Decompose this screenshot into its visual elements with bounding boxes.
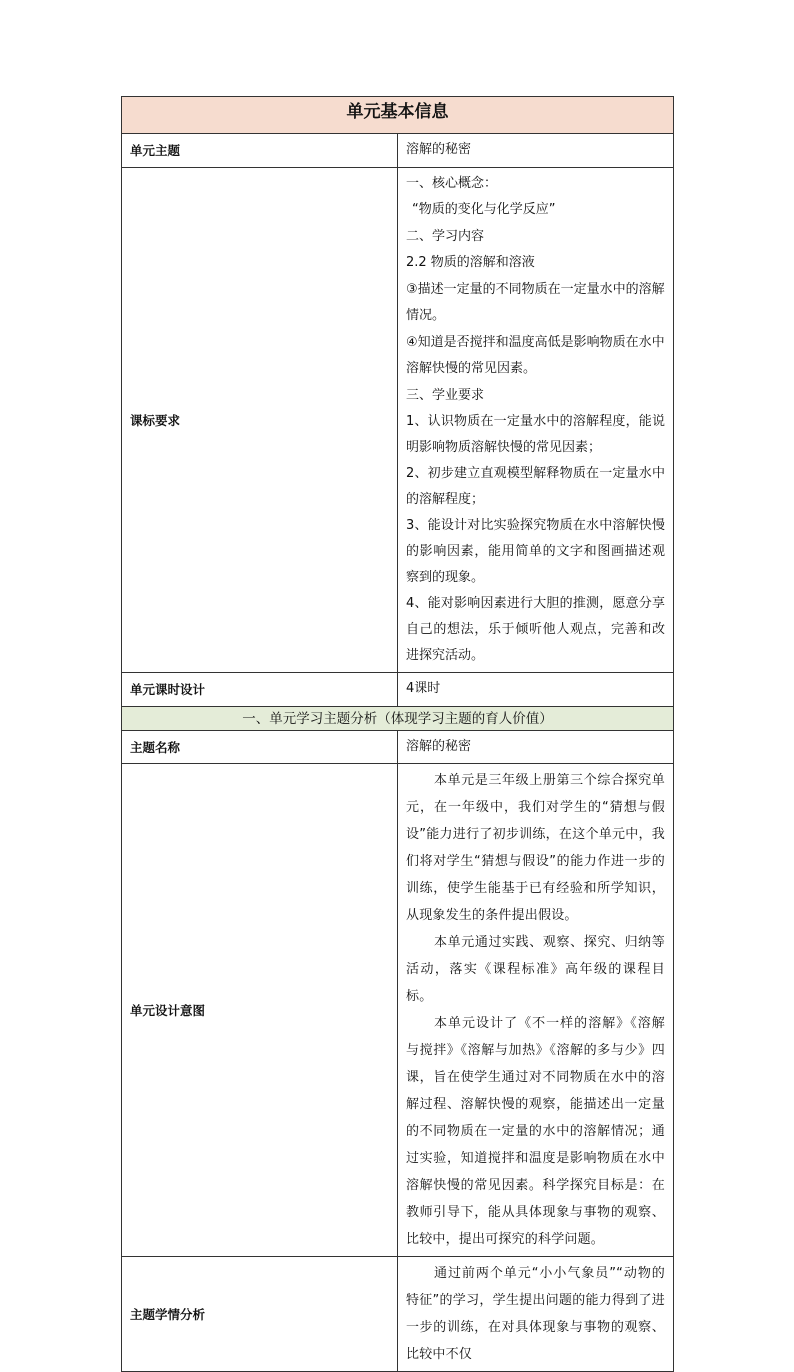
intent-paragraph: 本单元设计了《不一样的溶解》《溶解与搅拌》《溶解与加热》《溶解的多与少》四课，旨在使学生通过对不同物质在水中的溶解过程、溶解快慢的观察，能描述出一定量的不同物质在一定量的水中的溶解情况；通过实验，知道搅拌和温度是影响物质在水中溶解快慢的常见因素。科学探究目标是：在教师引导下，能从具体现象与事物的观察、比较中，提出可探究的科学问题。 [406,1016,665,1247]
row-topic [122,730,674,764]
label-analysis: 主题学情分析 [122,1257,398,1372]
value-analysis [398,1257,674,1372]
row-analysis [122,1257,674,1372]
section-row [122,706,674,730]
standard-line: 三、学业要求 [406,387,485,403]
value-unit-theme: 溶解的秘密 [398,134,674,168]
standard-line: 2、初步建立直观模型解释物质在一定量水中的溶解程度； [406,466,665,507]
unit-info-table [121,96,674,1372]
row-unit-theme [122,134,674,168]
standard-line: 2.2 物质的溶解和溶液 [406,255,535,270]
analysis-paragraph: 通过前两个单元“小小气象员”“动物的特征”的学习，学生提出问题的能力得到了进一步的训练，在对具体现象与事物的观察、比较中不仅 [406,1266,665,1362]
standard-line: 一、核心概念： [406,175,498,191]
standard-line: 4、能对影响因素进行大胆的推测，愿意分享自己的想法，乐于倾听他人观点，完善和改进探究活动。 [406,596,665,663]
standard-line: 二、学习内容 [406,228,485,244]
standard-line: 1、认识物质在一定量水中的溶解程度，能说明影响物质溶解快慢的常见因素； [406,414,665,455]
label-hours: 单元课时设计 [122,673,398,707]
label-standard: 课标要求 [122,167,398,673]
title-row [122,97,674,134]
intent-paragraph: 本单元通过实践、观察、探究、归纳等活动，落实《课程标准》高年级的课程目标。 [406,935,665,1004]
row-intent [122,764,674,1257]
row-standard [122,167,674,673]
standard-line: 3、能设计对比实验探究物质在水中溶解快慢的影响因素，能用简单的文字和图画描述观察到的现象。 [406,518,665,585]
label-unit-theme: 单元主题 [122,134,398,168]
value-intent [398,764,674,1257]
value-hours: 4课时 [398,673,674,707]
standard-line: ③描述一定量的不同物质在一定量水中的溶解情况。 [406,281,665,323]
section-title: 一、单元学习主题分析（体现学习主题的育人价值） [122,706,674,730]
intent-paragraph: 本单元是三年级上册第三个综合探究单元，在一年级中，我们对学生的“猜想与假设”能力进行了初步训练，在这个单元中，我们将对学生“猜想与假设”的能力作进一步的训练，使学生能基于已有经验和所学知识，从现象发生的条件提出假设。 [406,773,665,923]
standard-line: “物质的变化与化学反应” [412,202,556,217]
label-intent: 单元设计意图 [122,764,398,1257]
table-title: 单元基本信息 [122,97,674,134]
standard-line: ④知道是否搅拌和温度高低是影响物质在水中溶解快慢的常见因素。 [406,334,665,376]
value-standard [398,167,674,673]
value-topic: 溶解的秘密 [398,730,674,764]
row-hours [122,673,674,707]
label-topic: 主题名称 [122,730,398,764]
